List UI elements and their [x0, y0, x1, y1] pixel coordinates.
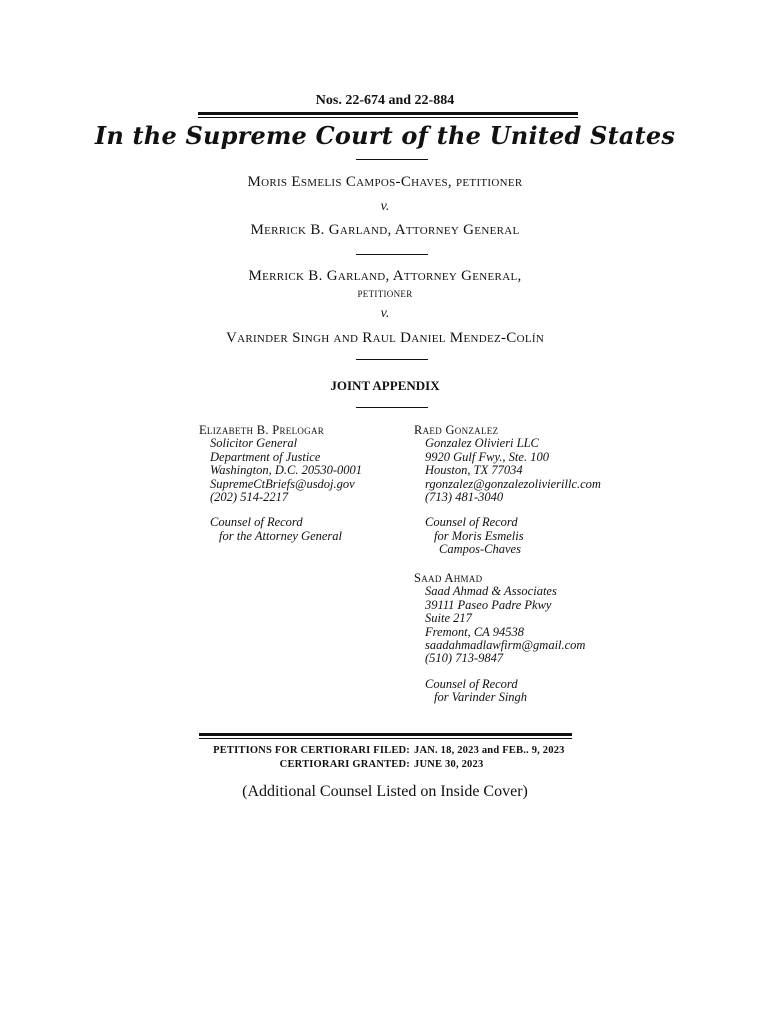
counsel-line: Washington, D.C. 20530-0001 — [210, 463, 362, 478]
counsel-line: 9920 Gulf Fwy., Ste. 100 — [425, 449, 549, 464]
counsel-email: rgonzalez@gonzalezolivierillc.com — [425, 476, 601, 491]
section-divider — [356, 359, 428, 360]
counsel-phone: (510) 713-9847 — [425, 651, 504, 666]
counsel-email: saadahmadlawfirm@gmail.com — [425, 638, 586, 653]
counsel-line: 39111 Paseo Padre Pkwy — [425, 597, 552, 612]
counsel-role-client: for Moris Esmelis — [434, 528, 524, 543]
counsel-email: SupremeCtBriefs@usdoj.gov — [210, 476, 355, 491]
case-one-versus: v. — [380, 199, 390, 214]
counsel-line: Houston, TX 77034 — [425, 463, 523, 478]
counsel-line: Department of Justice — [210, 449, 321, 464]
certiorari-granted-label: CERTIORARI GRANTED: — [279, 759, 410, 770]
counsel-role: Counsel of Record — [210, 515, 303, 530]
docket-numbers: Nos. 22-674 and 22-884 — [315, 93, 455, 108]
counsel-phone: (202) 514-2217 — [210, 490, 289, 505]
counsel-role-client: Campos-Chaves — [439, 542, 521, 557]
section-divider — [356, 254, 428, 255]
counsel-phone: (713) 481-3040 — [425, 490, 504, 505]
case-two-versus: v. — [380, 306, 390, 321]
certiorari-granted-value: JUNE 30, 2023 — [414, 759, 484, 770]
counsel-line: Suite 217 — [425, 611, 472, 626]
case-two-petitioner-role: petitioner — [357, 285, 413, 300]
case-one-petitioner: Moris Esmelis Campos-Chaves, petitioner — [247, 174, 523, 190]
dates-rule-thin — [199, 738, 572, 739]
counsel-line: Saad Ahmad & Associates — [425, 584, 557, 599]
section-divider — [356, 159, 428, 160]
petitions-filed-label: PETITIONS FOR CERTIORARI FILED: — [213, 745, 410, 756]
court-title: In the Supreme Court of the United States — [94, 121, 676, 150]
additional-counsel-note: (Additional Counsel Listed on Inside Cover) — [242, 783, 528, 800]
counsel-name: Raed Gonzalez — [414, 423, 499, 437]
counsel-line: Solicitor General — [210, 436, 298, 451]
counsel-line: Gonzalez Olivieri LLC — [425, 436, 539, 451]
certiorari-granted-row — [0, 759, 770, 773]
counsel-attorney-general — [199, 424, 409, 543]
counsel-name: Saad Ahmad — [414, 571, 483, 585]
counsel-role-client: for Varinder Singh — [434, 690, 528, 705]
counsel-role: Counsel of Record — [425, 515, 518, 530]
counsel-line: Fremont, CA 94538 — [425, 624, 524, 639]
counsel-campos-chaves — [414, 424, 664, 557]
petitions-filed-value: JAN. 18, 2023 and FEB.. 9, 2023 — [414, 745, 565, 756]
case-one-respondent: Merrick B. Garland, Attorney General — [250, 222, 520, 238]
dates-rule-thick — [199, 733, 572, 736]
petitions-filed-row — [0, 745, 770, 759]
case-two-respondent: Varinder Singh and Raul Daniel Mendez-Colín — [225, 330, 545, 346]
counsel-role: Counsel of Record — [425, 676, 518, 691]
case-two-petitioner: Merrick B. Garland, Attorney General, — [248, 268, 522, 284]
title-rule-top-thick — [198, 112, 578, 115]
counsel-name: Elizabeth B. Prelogar — [199, 423, 325, 437]
title-rule-top-thin — [198, 117, 578, 118]
document-title: JOINT APPENDIX — [330, 378, 440, 393]
counsel-singh — [414, 572, 664, 705]
counsel-role-client: for the Attorney General — [219, 528, 343, 543]
section-divider — [356, 407, 428, 408]
